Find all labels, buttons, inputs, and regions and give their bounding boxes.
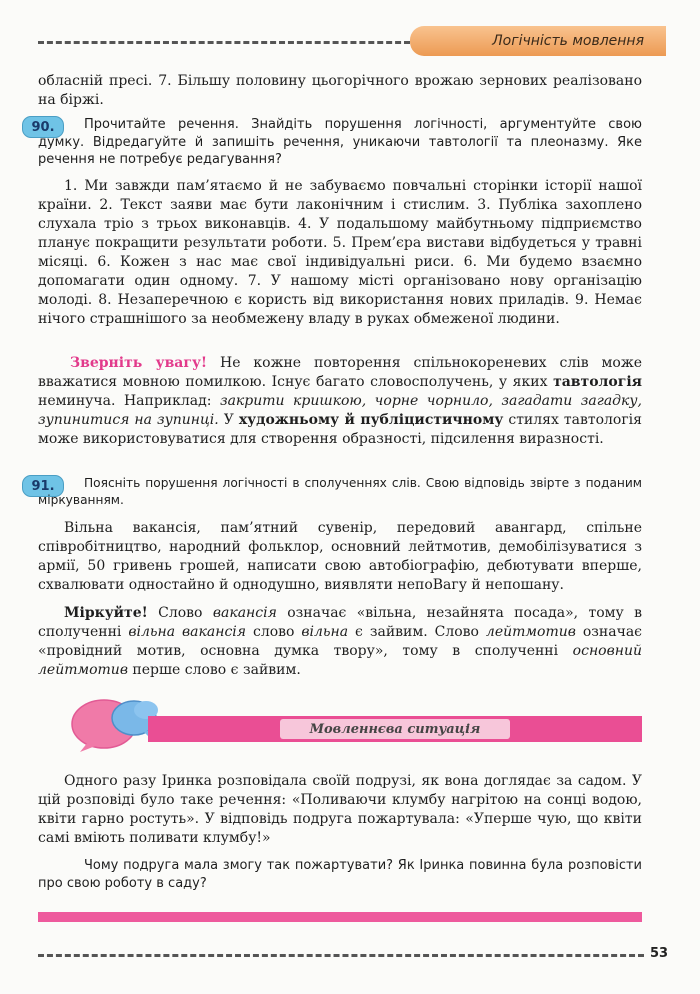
notice-text-3: У (218, 412, 239, 428)
notice-bold-1: тавтологія (553, 374, 642, 390)
notice-examples: закрити кришкою, чорне чорнило, загадати загадку, зупинитися на зупинці. (38, 393, 642, 428)
reasoning-text-6: перше слово є зайвим. (127, 662, 301, 678)
reasoning-word-2: вільна вакансія (128, 624, 247, 640)
reasoning-block (38, 604, 642, 680)
exercise-90-task: Прочитайте речення. Знайдіть порушення логічності, аргументуйте свою думку. Відредагуйте й запишіть речення, уникаючи тавтології та плеоназму. Яке речення не потребує редагування? (38, 117, 642, 167)
situation-title-box (280, 719, 510, 739)
bottom-divider-bar (38, 912, 642, 922)
exercise-90-number: 90. (31, 119, 55, 135)
exercise-90-sentences: 1. Ми завжди пам’ятаємо й не забуваємо повчальні сторінки історії нашої країни. 2. Текст заяви має бути лаконічним і стислим. 3. Публіка захоплено слухала тріо з трьох виконавців. 4. У подальшому майбутньому підприємство планує покращити результати роботи. 5. Прем’єра вистави відбудеться у травні місяці. 6. Кожен з нас має свої індивідуальні риси. 6. Ми будемо взаємно допомагати один одному. 7. У нашому місті організовано нову організацію молоді. 8. Незаперечною є користь від використання нових приладів. 9. Немає нічого страшнішого за необмежену владу в руках обмеженої людини. (38, 178, 642, 327)
page-number: 53 (650, 946, 669, 961)
reasoning-text-3: слово (246, 624, 302, 640)
notice-block (38, 354, 642, 449)
reasoning-text-4: є зайвим. Слово (348, 624, 486, 640)
section-title: Логічність мовлення (492, 33, 644, 49)
notice-text-2: неминуча. Наприклад: (38, 393, 220, 409)
exercise-91-phrases: Вільна вакансія, пам’ятний сувенір, передовий авангард, спільне співробітництво, народний фольклор, основний лейтмотив, демобілізуватися з армії, 50 гривень грошей, написати свою автобіографію, дебютувати вперше, схвалювати одностайно й однодушно, виявляти непоВагу й непошану. (38, 520, 642, 593)
notice-text-4: стилях тавтологія може використовуватися для створення образності, підсилення виразності. (38, 412, 642, 447)
situation-text: Одного разу Іринка розповідала своїй подрузі, як вона доглядає за садом. У цій розповіді було таке речення: «Поливаючи клумбу нагрітою на сонці водою, квіти гарно ростуть». У відповідь подруга пожартувала: «Уперше чую, що квіти самі вміють поливати клумбу!» (38, 773, 642, 846)
intro-text: обласній пресі. 7. Більшу половину цьогорічного врожаю зернових реалізовано на біржі. (38, 73, 642, 108)
situation-banner (148, 716, 642, 742)
situation-title: Мовленнєва ситуація (309, 721, 481, 737)
reasoning-text-5: означає «провідний мотив, основна думка твору», тому в сполученні (38, 624, 643, 659)
section-header (410, 26, 666, 56)
notice-text-1: Не кожне повторення спільнокореневих слів може вважатися мовною помилкою. Існує багато словосполучень, у яких (38, 355, 642, 390)
reasoning-text-1: Слово (147, 605, 213, 621)
reasoning-word-1: вакансія (212, 605, 277, 621)
notice-bold-2: художньому й публіцистичному (238, 412, 504, 428)
reasoning-word-5: основний лейтмотив (38, 643, 642, 678)
footer-divider (38, 954, 644, 957)
reasoning-text-2: означає «вільна, незайнята посада», тому в сполученні (38, 605, 642, 640)
header-divider (38, 41, 410, 44)
exercise-91-number: 91. (31, 478, 55, 494)
notice-label: Зверніть увагу! (70, 355, 208, 371)
exercise-91-task: Поясніть порушення логічності в сполученнях слів. Свою відповідь звірте з поданим міркуванням. (38, 476, 642, 507)
situation-question: Чому подруга мала змогу так пожартувати? Як Іринка повинна була розповісти про свою роботу в саду? (38, 858, 642, 891)
reasoning-word-4: лейтмотив (485, 624, 576, 640)
reasoning-label: Міркуйте! (64, 605, 148, 621)
reasoning-word-3: вільна (301, 624, 349, 640)
